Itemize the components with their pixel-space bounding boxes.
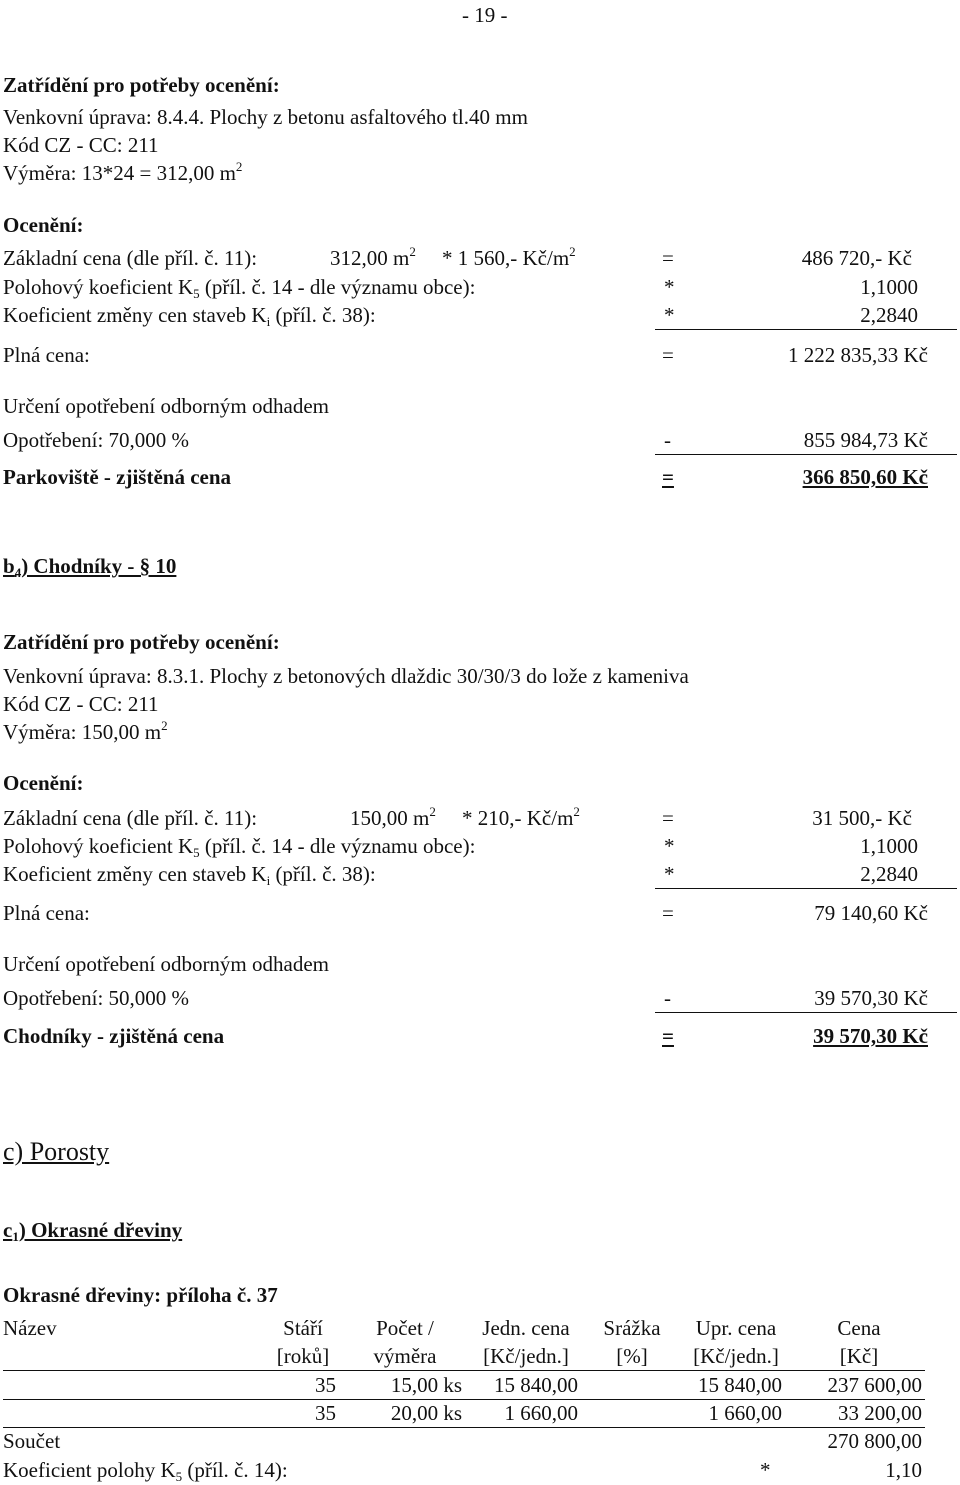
result-value: 366 850,60 Kč (802, 465, 928, 489)
full-price-value: 79 140,60 Kč (814, 901, 928, 925)
price-change-coef-value: 2,2840 (860, 303, 918, 327)
wear-operator: - (664, 428, 671, 452)
ornamental-heading-letter: c (3, 1218, 13, 1242)
area-text: Výměra: 150,00 m (3, 720, 162, 744)
position-coef-label (3, 834, 476, 860)
result-operator: = (662, 465, 674, 489)
position-coef-operator: * (664, 834, 675, 858)
price-change-coef-ref: (příl. č. 38): (270, 862, 376, 886)
base-rate-text: * 210,- Kč/m (462, 806, 574, 830)
base-quantity (330, 244, 416, 270)
base-rate-exponent: 2 (573, 804, 580, 819)
table-row-unit-price: 15 840,00 (494, 1373, 578, 1397)
ornamental-heading-subscript: 1 (12, 1229, 19, 1244)
price-change-coef-label (3, 862, 376, 888)
position-coef-text: Polohový koeficient K (3, 834, 194, 858)
sidewalks-heading-letter: b (3, 554, 15, 578)
base-operator: = (662, 246, 674, 270)
base-quantity-text: 150,00 m (350, 806, 430, 830)
base-quantity (350, 804, 436, 830)
sidewalks-heading-subscript: 4 (14, 565, 22, 580)
base-rate-text: * 1 560,- Kč/m (442, 246, 570, 270)
sum-value: 270 800,00 (827, 1429, 922, 1453)
col-header-price-unit: [Kč] (839, 1344, 879, 1368)
classification-heading: Zatřídění pro potřeby ocenění: (3, 73, 280, 97)
table-row-unit-price: 1 660,00 (504, 1401, 578, 1425)
outdoor-type: Venkovní úprava: 8.3.1. Plochy z betonových dlaždic 30/30/3 do lože z kameniva (3, 664, 689, 688)
result-value: 39 570,30 Kč (813, 1024, 928, 1048)
col-header-age-unit: [roků] (276, 1344, 330, 1368)
cc-code: Kód CZ - CC: 211 (3, 692, 159, 716)
base-rate-exponent: 2 (569, 244, 576, 259)
table-header-rule (3, 1370, 925, 1371)
table-row-price: 33 200,00 (838, 1401, 922, 1425)
wear-label: Opotřebení: 70,000 % (3, 428, 190, 452)
wear-rule (655, 454, 957, 455)
ornamental-heading-text: ) Okrasné dřeviny (18, 1218, 183, 1242)
subtotal-rule (655, 888, 957, 889)
location-coef-label (3, 1458, 288, 1484)
wear-method: Určení opotřebení odborným odhadem (3, 394, 329, 418)
location-coef-subscript: 5 (175, 1469, 183, 1484)
area-line (3, 159, 243, 185)
result-label: Parkoviště - zjištěná cena (3, 465, 232, 489)
location-coef-operator: * (760, 1458, 771, 1482)
price-change-coef-operator: * (664, 303, 675, 327)
outdoor-type: Venkovní úprava: 8.4.4. Plochy z betonu asfaltového tl.40 mm (3, 105, 528, 129)
table-row-adjusted-price: 15 840,00 (698, 1373, 782, 1397)
col-header-count-unit: výměra (373, 1344, 437, 1368)
base-price-label: Základní cena (dle příl. č. 11): (3, 246, 258, 270)
ornamental-trees-heading (3, 1218, 183, 1244)
base-operator: = (662, 806, 674, 830)
col-header-deduction: Srážka (603, 1316, 661, 1340)
wear-operator: - (664, 986, 671, 1010)
valuation-heading: Ocenění: (3, 771, 84, 795)
valuation-heading: Ocenění: (3, 213, 84, 237)
table-row-age: 35 (315, 1401, 336, 1425)
table-row-adjusted-price: 1 660,00 (708, 1401, 782, 1425)
position-coef-operator: * (664, 275, 675, 299)
price-change-coef-label (3, 303, 376, 329)
area-text: Výměra: 13*24 = 312,00 m (3, 161, 236, 185)
position-coef-value: 1,1000 (860, 275, 918, 299)
classification-heading: Zatřídění pro potřeby ocenění: (3, 630, 280, 654)
table-row-age: 35 (315, 1373, 336, 1397)
table-row-rule (3, 1399, 925, 1400)
price-change-coef-text: Koeficient změny cen staveb K (3, 862, 267, 886)
subtotal-rule (655, 329, 957, 330)
price-change-coef-operator: * (664, 862, 675, 886)
area-line (3, 718, 168, 744)
price-change-coef-text: Koeficient změny cen staveb K (3, 303, 267, 327)
sum-label: Součet (3, 1429, 61, 1453)
col-header-count: Počet / (376, 1316, 434, 1340)
base-price-label: Základní cena (dle příl. č. 11): (3, 806, 258, 830)
wear-value: 855 984,73 Kč (803, 428, 928, 452)
col-header-unit-price: Jedn. cena (482, 1316, 570, 1340)
position-coef-text: Polohový koeficient K (3, 275, 194, 299)
base-rate (442, 244, 576, 270)
wear-value: 39 570,30 Kč (814, 986, 928, 1010)
sidewalks-heading (3, 554, 177, 580)
col-header-deduction-unit: [%] (616, 1344, 648, 1368)
col-header-age: Stáří (283, 1316, 323, 1340)
table-row-price: 237 600,00 (827, 1373, 922, 1397)
col-header-adjusted-price-unit: [Kč/jedn.] (693, 1344, 779, 1368)
area-exponent: 2 (235, 159, 243, 174)
vegetation-heading (3, 1139, 109, 1165)
position-coef-ref: (příl. č. 14 - dle významu obce): (199, 834, 476, 858)
table-row-count: 20,00 ks (390, 1401, 462, 1425)
col-header-unit-price-unit: [Kč/jedn.] (483, 1344, 569, 1368)
full-price-value: 1 222 835,33 Kč (788, 343, 928, 367)
base-quantity-exponent: 2 (409, 244, 416, 259)
price-change-coef-subscript: i (266, 314, 271, 329)
location-coef-ref: (příl. č. 14): (182, 1458, 288, 1482)
table-row-rule (3, 1427, 925, 1428)
full-price-label: Plná cena: (3, 901, 90, 925)
base-value: 486 720,- Kč (801, 246, 912, 270)
wear-rule (655, 1012, 957, 1013)
base-quantity-exponent: 2 (429, 804, 436, 819)
wear-method: Určení opotřebení odborným odhadem (3, 952, 329, 976)
position-coef-value: 1,1000 (860, 834, 918, 858)
full-price-operator: = (662, 343, 674, 367)
result-operator: = (662, 1024, 674, 1048)
position-coef-subscript: 5 (193, 286, 200, 301)
col-header-name: Název (3, 1316, 57, 1340)
page-number: - 19 - (462, 3, 508, 27)
cc-code: Kód CZ - CC: 211 (3, 133, 159, 157)
location-coef-value: 1,10 (885, 1458, 922, 1482)
wear-label: Opotřebení: 50,000 % (3, 986, 190, 1010)
vegetation-heading-text: c) Porosty (3, 1137, 110, 1166)
position-coef-subscript: 5 (193, 845, 200, 860)
col-header-price: Cena (837, 1316, 881, 1340)
table-row-count: 15,00 ks (390, 1373, 462, 1397)
col-header-adjusted-price: Upr. cena (695, 1316, 777, 1340)
base-value: 31 500,- Kč (812, 806, 912, 830)
base-quantity-text: 312,00 m (330, 246, 410, 270)
full-price-label: Plná cena: (3, 343, 90, 367)
table-title: Okrasné dřeviny: příloha č. 37 (3, 1283, 278, 1307)
position-coef-ref: (příl. č. 14 - dle významu obce): (199, 275, 476, 299)
sidewalks-heading-text: ) Chodníky - § 10 (21, 554, 177, 578)
result-label: Chodníky - zjištěná cena (3, 1024, 225, 1048)
position-coef-label (3, 275, 476, 301)
full-price-operator: = (662, 901, 674, 925)
price-change-coef-ref: (příl. č. 38): (270, 303, 376, 327)
area-exponent: 2 (161, 718, 168, 733)
location-coef-text: Koeficient polohy K (3, 1458, 176, 1482)
price-change-coef-subscript: i (266, 873, 271, 888)
price-change-coef-value: 2,2840 (860, 862, 918, 886)
base-rate (462, 804, 580, 830)
